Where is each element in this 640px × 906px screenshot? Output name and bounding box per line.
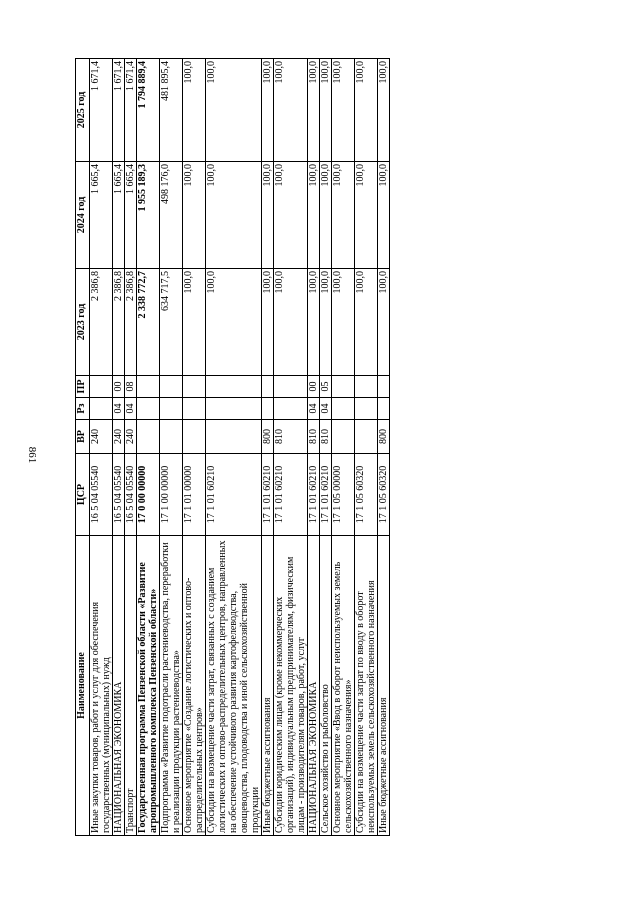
row-vr xyxy=(332,420,355,454)
row-pr xyxy=(274,376,308,398)
row-rz xyxy=(332,398,355,420)
row-pr: 00 xyxy=(113,376,125,398)
row-2025: 1 794 889,4 xyxy=(137,59,160,162)
header-2023: 2023 год xyxy=(76,269,90,376)
row-csr: 17 1 05 00000 xyxy=(332,454,355,536)
row-name: НАЦИОНАЛЬНАЯ ЭКОНОМИКА xyxy=(113,536,125,836)
row-vr xyxy=(355,420,378,454)
row-2023: 100,0 xyxy=(332,269,355,376)
row-name: Субсидии на возмещение части затрат по вводу в оборот неиспользуемых земель сельскохозяйственного назначения xyxy=(355,536,378,836)
table-row xyxy=(332,59,355,836)
row-pr xyxy=(183,376,206,398)
row-2024: 100,0 xyxy=(183,162,206,269)
row-name: Основное мероприятие «Ввод в оборот неиспользуемых земель сельскохозяйственного назначения» xyxy=(332,536,355,836)
row-2025: 100,0 xyxy=(262,59,274,162)
row-2023: 100,0 xyxy=(274,269,308,376)
row-csr: 17 1 01 60210 xyxy=(320,454,332,536)
row-vr xyxy=(183,420,206,454)
row-2025: 100,0 xyxy=(378,59,390,162)
row-rz xyxy=(355,398,378,420)
row-pr xyxy=(355,376,378,398)
row-name: Подпрограмма «Развитие подотрасли растениеводства, переработки и реализации продукции растениеводства» xyxy=(160,536,183,836)
row-vr xyxy=(160,420,183,454)
row-2023: 634 717,5 xyxy=(160,269,183,376)
row-2023: 100,0 xyxy=(206,269,262,376)
row-rz: 04 xyxy=(308,398,320,420)
row-pr xyxy=(332,376,355,398)
row-2024: 100,0 xyxy=(262,162,274,269)
row-rz xyxy=(274,398,308,420)
header-pr: ПР xyxy=(76,376,90,398)
row-rz xyxy=(90,398,113,420)
row-2023: 100,0 xyxy=(378,269,390,376)
row-csr: 17 1 01 60210 xyxy=(206,454,262,536)
row-2023: 100,0 xyxy=(320,269,332,376)
table-header-row xyxy=(76,59,90,836)
row-pr xyxy=(378,376,390,398)
row-csr: 17 1 05 60320 xyxy=(378,454,390,536)
row-name: Субсидии на возмещение части затрат, связанных с созданием логистических и оптово-распределительных центров, направленных на обеспечение устойчивого развития картофелеводства, овощеводства, плодоводства и иной сельскохозяйственной продукции xyxy=(206,536,262,836)
row-2023: 100,0 xyxy=(183,269,206,376)
row-2025: 100,0 xyxy=(320,59,332,162)
row-csr: 17 1 00 00000 xyxy=(160,454,183,536)
row-vr: 240 xyxy=(90,420,113,454)
row-2023: 2 386,8 xyxy=(125,269,137,376)
row-2024: 100,0 xyxy=(274,162,308,269)
row-2024: 100,0 xyxy=(320,162,332,269)
page-number: 861 xyxy=(26,446,38,464)
row-name: Иные бюджетные ассигнования xyxy=(378,536,390,836)
row-rz xyxy=(378,398,390,420)
table-row xyxy=(160,59,183,836)
row-2023: 100,0 xyxy=(355,269,378,376)
row-2025: 100,0 xyxy=(332,59,355,162)
row-rz xyxy=(206,398,262,420)
row-2023: 100,0 xyxy=(308,269,320,376)
row-pr xyxy=(262,376,274,398)
row-2023: 100,0 xyxy=(262,269,274,376)
header-2025: 2025 год xyxy=(76,59,90,162)
table-row xyxy=(125,59,137,836)
row-2024: 1 665,4 xyxy=(113,162,125,269)
row-vr xyxy=(206,420,262,454)
row-pr xyxy=(160,376,183,398)
row-2024: 498 176,0 xyxy=(160,162,183,269)
table-row xyxy=(274,59,308,836)
row-pr xyxy=(206,376,262,398)
header-name: Наименование xyxy=(76,536,90,836)
table-row xyxy=(90,59,113,836)
row-name: Транспорт xyxy=(125,536,137,836)
row-2024: 1 665,4 xyxy=(90,162,113,269)
row-name: Иные бюджетные ассигнования xyxy=(262,536,274,836)
row-vr: 810 xyxy=(274,420,308,454)
row-2024: 1 955 189,3 xyxy=(137,162,160,269)
row-csr: 17 1 01 60210 xyxy=(262,454,274,536)
row-name: Субсидии юридическим лицам (кроме некоммерческих организаций), индивидуальным предпринимателям, физическим лицам - производителям товаров, работ, услуг xyxy=(274,536,308,836)
table-row xyxy=(355,59,378,836)
row-2024: 1 665,4 xyxy=(125,162,137,269)
row-2025: 1 671,4 xyxy=(125,59,137,162)
row-pr xyxy=(137,376,160,398)
row-2023: 2 338 772,7 xyxy=(137,269,160,376)
row-2025: 481 895,4 xyxy=(160,59,183,162)
row-rz xyxy=(262,398,274,420)
table-row xyxy=(262,59,274,836)
table-row xyxy=(308,59,320,836)
row-rz: 04 xyxy=(113,398,125,420)
table-row xyxy=(206,59,262,836)
row-2023: 2 386,8 xyxy=(113,269,125,376)
row-pr: 00 xyxy=(308,376,320,398)
row-2025: 100,0 xyxy=(355,59,378,162)
row-rz: 04 xyxy=(320,398,332,420)
row-name: Иные закупки товаров, работ и услуг для обеспечения государственных (муниципальных) нужд xyxy=(90,536,113,836)
budget-table xyxy=(75,58,390,836)
row-2025: 1 671,4 xyxy=(90,59,113,162)
row-pr xyxy=(90,376,113,398)
row-2024: 100,0 xyxy=(308,162,320,269)
header-rz: Рз xyxy=(76,398,90,420)
row-csr: 16 5 04 05540 xyxy=(113,454,125,536)
row-name: Государственная программа Пензенской области «Развитие агропромышленного комплекса Пензенской области» xyxy=(137,536,160,836)
row-vr: 800 xyxy=(378,420,390,454)
row-2024: 100,0 xyxy=(206,162,262,269)
table-row xyxy=(137,59,160,836)
table-row xyxy=(183,59,206,836)
row-csr: 17 1 05 60320 xyxy=(355,454,378,536)
row-vr: 810 xyxy=(308,420,320,454)
header-2024: 2024 год xyxy=(76,162,90,269)
row-2024: 100,0 xyxy=(355,162,378,269)
row-csr: 17 1 01 60210 xyxy=(274,454,308,536)
table-row xyxy=(113,59,125,836)
row-vr: 240 xyxy=(113,420,125,454)
row-rz: 04 xyxy=(125,398,137,420)
row-2025: 100,0 xyxy=(274,59,308,162)
row-csr: 17 0 00 00000 xyxy=(137,454,160,536)
row-2024: 100,0 xyxy=(332,162,355,269)
header-csr: ЦСР xyxy=(76,454,90,536)
row-2025: 100,0 xyxy=(308,59,320,162)
row-csr: 17 1 01 60210 xyxy=(308,454,320,536)
row-vr: 800 xyxy=(262,420,274,454)
row-rz xyxy=(160,398,183,420)
rotated-table-wrapper xyxy=(75,59,565,836)
row-vr xyxy=(137,420,160,454)
row-vr: 810 xyxy=(320,420,332,454)
header-vr: ВР xyxy=(76,420,90,454)
row-csr: 16 5 04 05540 xyxy=(90,454,113,536)
row-csr: 16 5 04 05540 xyxy=(125,454,137,536)
row-pr: 05 xyxy=(320,376,332,398)
row-name: НАЦИОНАЛЬНАЯ ЭКОНОМИКА xyxy=(308,536,320,836)
row-name: Сельское хозяйство и рыболовство xyxy=(320,536,332,836)
row-csr: 17 1 01 00000 xyxy=(183,454,206,536)
row-rz xyxy=(137,398,160,420)
row-pr: 08 xyxy=(125,376,137,398)
row-2023: 2 386,8 xyxy=(90,269,113,376)
row-2025: 100,0 xyxy=(206,59,262,162)
table-row xyxy=(320,59,332,836)
row-name: Основное мероприятие «Создание логистических и оптово-распределительных центров» xyxy=(183,536,206,836)
row-2025: 100,0 xyxy=(183,59,206,162)
table-row xyxy=(378,59,390,836)
row-2025: 1 671,4 xyxy=(113,59,125,162)
row-vr: 240 xyxy=(125,420,137,454)
row-2024: 100,0 xyxy=(378,162,390,269)
row-rz xyxy=(183,398,206,420)
